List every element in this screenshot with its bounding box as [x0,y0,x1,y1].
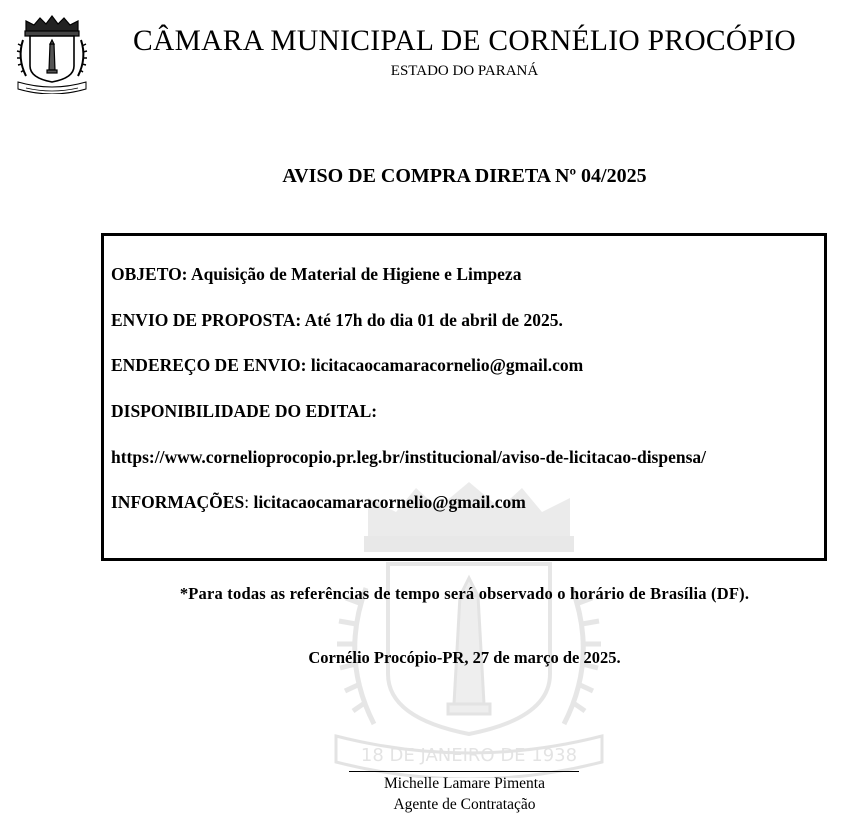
signatory-role: Agente de Contratação [393,796,536,813]
notice-info-box [101,233,827,561]
disponibilidade-edital-label: DISPONIBILIDADE DO EDITAL: [111,401,378,421]
edital-url-link[interactable]: https://www.cornelioprocopio.pr.leg.br/institucional/aviso-de-licitacao-dispensa/ [111,447,707,467]
notice-title: AVISO DE COMPRA DIRETA Nº 04/2025 [282,165,647,187]
endereco-envio-line [111,355,583,376]
watermark-ribbon-text: 18 DE JANEIRO DE 1938 [360,745,578,766]
header-title: CÂMARA MUNICIPAL DE CORNÉLIO PROCÓPIO [133,25,796,57]
signatory-name: Michelle Lamare Pimenta [384,775,545,792]
informacoes-separator: : [244,492,250,512]
objeto-line [111,264,521,285]
informacoes-line [111,492,526,513]
endereco-envio-label: ENDEREÇO DE ENVIO: [111,355,307,375]
place-and-date: Cornélio Procópio-PR, 27 de março de 2025. [308,648,621,667]
objeto-value: Aquisição de Material de Higiene e Limpeza [190,264,522,284]
time-reference-footnote: *Para todas as referências de tempo será observado o horário de Brasília (DF). [179,584,750,603]
envio-proposta-line [111,310,563,331]
signature-line [349,771,579,772]
informacoes-label: INFORMAÇÕES [111,492,245,512]
envio-proposta-label: ENVIO DE PROPOSTA: [111,310,302,330]
informacoes-value: licitacaocamaracornelio@gmail.com [253,492,526,512]
objeto-label: OBJETO: [111,264,188,284]
envio-proposta-value: Até 17h do dia 01 de abril de 2025. [304,310,563,330]
header-subtitle: ESTADO DO PARANÁ [390,63,539,79]
endereco-envio-value: licitacaocamaracornelio@gmail.com [310,355,584,375]
